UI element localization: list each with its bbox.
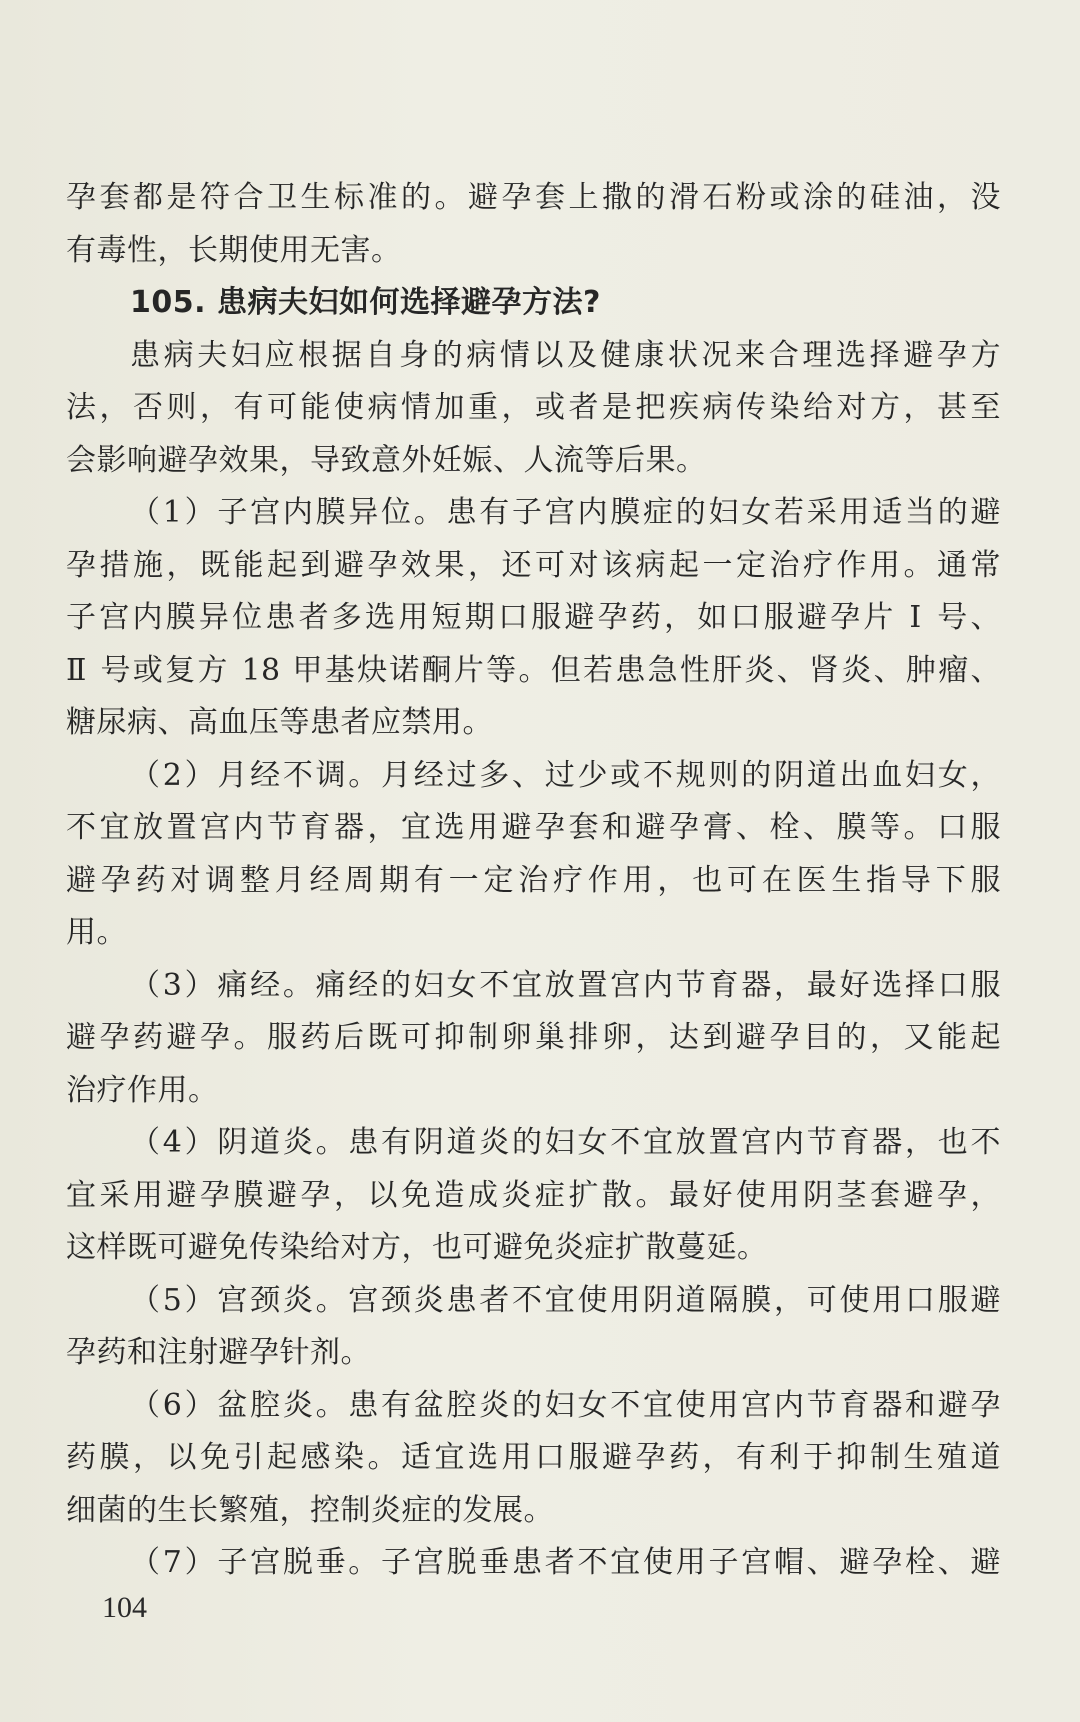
text-line: 宜采用避孕膜避孕，以免造成炎症扩散。最好使用阴茎套避孕， (66, 1177, 1001, 1213)
text-line: （1）子宫内膜异位。患有子宫内膜症的妇女若采用适当的避 (130, 495, 1001, 530)
text-line: 避孕药对调整月经周期有一定治疗作用，也可在医生指导下服 (66, 862, 1001, 898)
text-line: 这样既可避免传染给对方，也可避免炎症扩散蔓延。 (66, 1230, 768, 1265)
body-text (66, 172, 1001, 1590)
text-line: 治疗作用。 (66, 1072, 219, 1108)
text-line: （2）月经不调。月经过多、过少或不规则的阴道出血妇女， (130, 757, 1001, 793)
text-line: 孕措施，既能起到避孕效果，还可对该病起一定治疗作用。通常 (66, 547, 1001, 583)
text-line: 糖尿病、高血压等患者应禁用。 (66, 705, 493, 740)
text-line: 用。 (66, 915, 127, 950)
text-line: 避孕药避孕。服药后既可抑制卵巢排卵，达到避孕目的，又能起 (66, 1020, 1001, 1055)
text-line: Ⅱ 号或复方 18 甲基炔诺酮片等。但若患急性肝炎、肾炎、肿瘤、 (66, 652, 1001, 688)
page-number: 104 (102, 1591, 147, 1624)
text-line: 孕药和注射避孕针剂。 (66, 1335, 371, 1370)
text-line: 不宜放置宫内节育器，宜选用避孕套和避孕膏、栓、膜等。口服 (66, 810, 1001, 845)
text-line: 子宫内膜异位患者多选用短期口服避孕药，如口服避孕片 Ⅰ 号、 (66, 600, 1001, 635)
text-line: （6）盆腔炎。患有盆腔炎的妇女不宜使用宫内节育器和避孕 (130, 1387, 1001, 1423)
text-line: （5）宫颈炎。宫颈炎患者不宜使用阴道隔膜，可使用口服避 (130, 1282, 1001, 1318)
text-line: 有毒性，长期使用无害。 (66, 232, 402, 268)
text-line: 会影响避孕效果，导致意外妊娠、人流等后果。 (66, 442, 707, 478)
text-line: （7）子宫脱垂。子宫脱垂患者不宜使用子宫帽、避孕栓、避 (130, 1545, 1001, 1580)
text-line: （3）痛经。痛经的妇女不宜放置宫内节育器，最好选择口服 (130, 967, 1001, 1003)
text-line: 细菌的生长繁殖，控制炎症的发展。 (66, 1492, 554, 1528)
text-line: （4）阴道炎。患有阴道炎的妇女不宜放置宫内节育器，也不 (130, 1125, 1001, 1160)
text-line: 法，否则，有可能使病情加重，或者是把疾病传染给对方，甚至 (66, 390, 1001, 425)
section-heading: 105. 患病夫妇如何选择避孕方法? (130, 285, 601, 320)
text-line: 患病夫妇应根据自身的病情以及健康状况来合理选择避孕方 (130, 337, 1001, 373)
text-line: 孕套都是符合卫生标准的。避孕套上撒的滑石粉或涂的硅油，没 (66, 180, 1001, 215)
text-line: 药膜，以免引起感染。适宜选用口服避孕药，有利于抑制生殖道 (66, 1440, 1001, 1475)
